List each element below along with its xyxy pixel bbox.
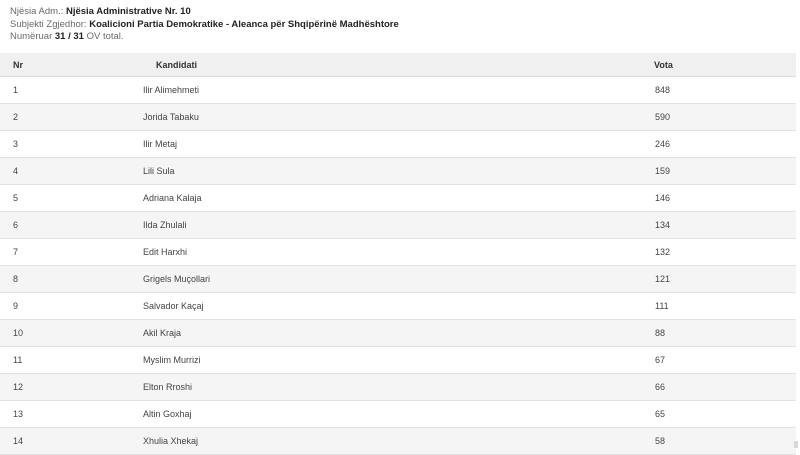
table-row xyxy=(0,239,796,266)
cell-votes: 848 xyxy=(655,85,671,95)
table-row xyxy=(0,293,796,320)
cell-candidate-name: Adriana Kalaja xyxy=(143,193,202,203)
cell-candidate-name: Grigels Muçollari xyxy=(143,274,211,284)
cell-votes: 590 xyxy=(655,112,671,122)
cell-nr: 8 xyxy=(13,274,19,284)
cell-candidate-name: Akil Kraja xyxy=(143,328,182,338)
table-row xyxy=(0,104,796,131)
cell-votes: 121 xyxy=(655,274,671,284)
admin-unit-line xyxy=(10,6,399,19)
cell-votes: 132 xyxy=(655,247,671,257)
cell-votes: 65 xyxy=(655,409,666,419)
counted-line xyxy=(10,31,399,44)
results-header xyxy=(10,6,399,44)
scrollbar-thumb[interactable] xyxy=(794,441,798,448)
cell-votes: 67 xyxy=(655,355,666,365)
admin-unit-value: Njësia Administrative Nr. 10 xyxy=(65,6,191,17)
cell-votes: 66 xyxy=(655,382,666,392)
cell-candidate-name: Elton Rroshi xyxy=(143,382,193,392)
table-row xyxy=(0,185,796,212)
column-header-votes[interactable]: Vota xyxy=(654,59,673,70)
cell-nr: 11 xyxy=(13,355,23,365)
cell-nr: 3 xyxy=(13,139,19,149)
cell-candidate-name: Lili Sula xyxy=(143,166,175,176)
cell-candidate-name: Jorida Tabaku xyxy=(143,112,199,122)
table-row xyxy=(0,347,796,374)
table-row xyxy=(0,266,796,293)
table-row xyxy=(0,77,796,104)
cell-nr: 13 xyxy=(13,409,24,419)
cell-nr: 2 xyxy=(13,112,19,122)
cell-votes: 111 xyxy=(655,301,669,311)
cell-votes: 146 xyxy=(655,193,671,203)
table-row xyxy=(0,212,796,239)
table-header-row xyxy=(0,53,796,77)
cell-nr: 6 xyxy=(13,220,19,230)
table-row xyxy=(0,320,796,347)
cell-candidate-name: Altin Goxhaj xyxy=(143,409,192,419)
counted-suffix: OV total. xyxy=(86,31,124,42)
electoral-subject-label: Subjekti Zgjedhor: xyxy=(10,18,87,30)
candidates-table xyxy=(0,53,796,455)
cell-nr: 12 xyxy=(13,382,24,392)
cell-votes: 159 xyxy=(655,166,671,176)
table-row xyxy=(0,158,796,185)
cell-nr: 14 xyxy=(13,436,24,446)
electoral-subject-line xyxy=(10,19,399,32)
cell-nr: 10 xyxy=(13,328,24,338)
cell-votes: 134 xyxy=(655,220,671,230)
cell-nr: 7 xyxy=(13,247,19,257)
column-header-nr[interactable]: Nr xyxy=(13,59,24,70)
cell-candidate-name: Xhulia Xhekaj xyxy=(143,436,199,446)
cell-candidate-name: Ilir Metaj xyxy=(143,139,178,149)
cell-candidate-name: Salvador Kaçaj xyxy=(143,301,204,311)
cell-votes: 58 xyxy=(655,436,666,446)
table-row xyxy=(0,131,796,158)
cell-votes: 246 xyxy=(655,139,671,149)
table-body xyxy=(0,77,796,455)
counted-value: 31 / 31 xyxy=(54,31,84,42)
cell-votes: 88 xyxy=(655,328,666,338)
cell-candidate-name: Edit Harxhi xyxy=(143,247,188,257)
cell-nr: 4 xyxy=(13,166,19,176)
table-row xyxy=(0,428,796,455)
column-header-candidate[interactable]: Kandidati xyxy=(156,59,198,70)
electoral-subject-value: Koalicioni Partia Demokratike - Aleanca për Shqipërinë Madhështore xyxy=(89,18,399,30)
cell-nr: 9 xyxy=(13,301,19,311)
table-row xyxy=(0,401,796,428)
cell-nr: 1 xyxy=(13,85,19,95)
cell-candidate-name: Ilda Zhulali xyxy=(143,220,187,230)
cell-candidate-name: Myslim Murrizi xyxy=(143,355,201,365)
cell-nr: 5 xyxy=(13,193,19,203)
admin-unit-label: Njësia Adm.: xyxy=(10,6,64,17)
counted-label: Numëruar xyxy=(10,31,53,42)
cell-candidate-name: Ilir Alimehmeti xyxy=(143,85,200,95)
table-row xyxy=(0,374,796,401)
